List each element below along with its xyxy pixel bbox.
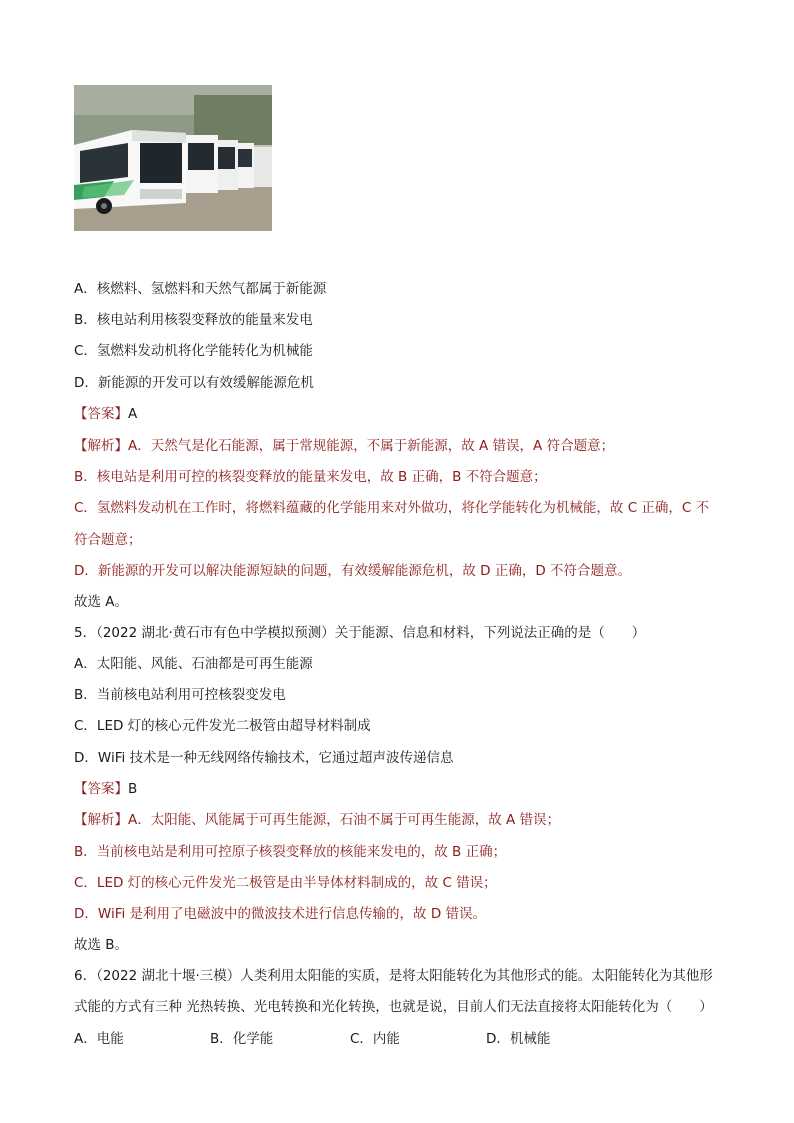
q6-options-row [74, 1029, 714, 1049]
q6-stem-line-2: 式能的方式有三种 光热转换、光电转换和光化转换，也就是说，目前人们无法直接将太阳能转化为（ ） [74, 999, 713, 1015]
q5-analysis-line-4: D．WiFi 是利用了电磁波中的微波技术进行信息传输的，故 D 错误。 [74, 906, 486, 922]
answer-tag: 【答案】 [74, 406, 128, 422]
q5-option-d: D．WiFi 技术是一种无线网络传输技术，它通过超声波传递信息 [74, 750, 454, 766]
q4-analysis-line-4: 符合题意； [74, 532, 142, 548]
q4-option-d: D．新能源的开发可以有效缓解能源危机 [74, 375, 314, 391]
q5-option-b: B．当前核电站利用可控核裂变发电 [74, 687, 286, 703]
q6-option-b: B．化学能 [210, 1031, 274, 1047]
answer-tag: 【答案】 [74, 781, 128, 797]
answer-value: A [128, 406, 138, 422]
q6-option-d: D．机械能 [486, 1031, 551, 1047]
q6-option-a: A．电能 [74, 1031, 124, 1047]
q4-option-c: C．氢燃料发动机将化学能转化为机械能 [74, 343, 313, 359]
q5-analysis-line-2: B．当前核电站是利用可控原子核裂变释放的核能来发电的，故 B 正确； [74, 844, 507, 860]
q5-analysis-line-1 [74, 810, 560, 830]
q5-stem: 5．（2022 湖北·黄石市有色中学模拟预测）关于能源、信息和材料，下列说法正确的是（ ） [74, 625, 646, 641]
q5-conclusion: 故选 B。 [74, 937, 129, 953]
q4-analysis-line-1 [74, 436, 614, 456]
q4-analysis-line-2: B．核电站是利用可控的核裂变释放的能量来发电，故 B 正确，B 不符合题意； [74, 469, 547, 485]
q4-analysis-line-3: C．氢燃料发动机在工作时，将燃料蕴藏的化学能用来对外做功，将化学能转化为机械能，故 C 正确，C 不 [74, 500, 710, 516]
q4-conclusion: 故选 A。 [74, 594, 129, 610]
answer-value: B [128, 781, 138, 797]
q4-answer [74, 404, 137, 424]
q4-option-b: B．核电站利用核裂变释放的能量来发电 [74, 312, 313, 328]
electric-bus-photo [74, 85, 272, 231]
q5-option-a: A．太阳能、风能、石油都是可再生能源 [74, 656, 313, 672]
q4-option-a: A．核燃料、氢燃料和天然气都属于新能源 [74, 281, 327, 297]
q6-stem-line-1: 6．（2022 湖北十堰·三模）人类利用太阳能的实质，是将太阳能转化为其他形式的能。太阳能转化为其他形 [74, 968, 713, 984]
analysis-text: A．太阳能、风能属于可再生能源，石油不属于可再生能源，故 A 错误； [128, 812, 561, 828]
q4-analysis-line-5: D．新能源的开发可以解决能源短缺的问题，有效缓解能源危机，故 D 正确，D 不符合题意。 [74, 563, 632, 579]
analysis-text: A．天然气是化石能源，属于常规能源，不属于新能源，故 A 错误，A 符合题意； [128, 438, 615, 454]
analysis-tag: 【解析】 [74, 812, 128, 828]
q5-option-c: C．LED 灯的核心元件发光二极管由超导材料制成 [74, 718, 371, 734]
q6-option-c: C．内能 [350, 1031, 400, 1047]
analysis-tag: 【解析】 [74, 438, 128, 454]
q5-answer [74, 779, 137, 799]
q5-analysis-line-3: C．LED 灯的核心元件发光二极管是由半导体材料制成的，故 C 错误； [74, 875, 497, 891]
bus-image-graphic [74, 85, 272, 231]
